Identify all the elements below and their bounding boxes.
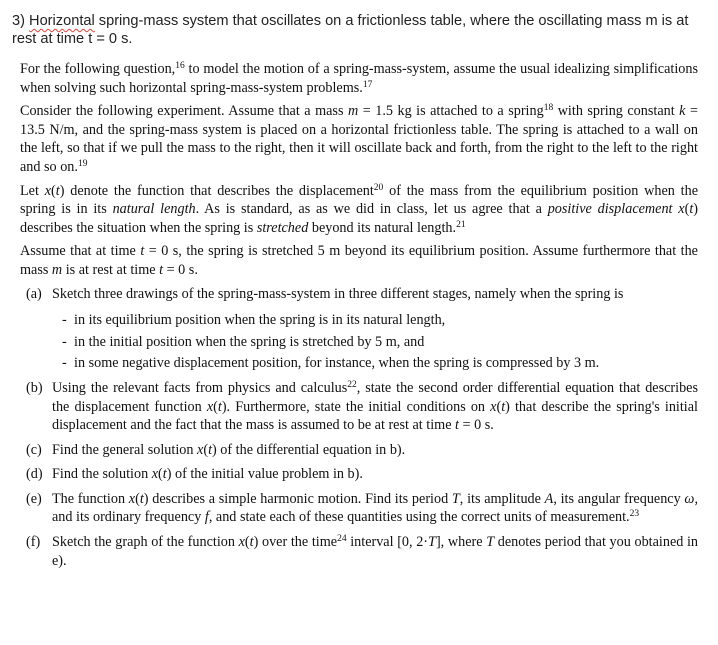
math-symbol: ω <box>684 490 695 507</box>
text-run: denotes period that you obtained in e). <box>52 534 699 569</box>
math-symbol: m <box>51 261 63 278</box>
question-header <box>12 12 708 48</box>
item-label: (b) <box>26 379 43 396</box>
math-symbol: A <box>544 490 554 507</box>
text-run: The function <box>52 490 129 507</box>
question-item-a <box>20 285 698 373</box>
math-symbol: T <box>486 534 495 551</box>
item-text <box>52 466 363 482</box>
text-run: ( <box>496 398 502 415</box>
text-run: ], where <box>435 534 487 551</box>
math-symbol: x <box>238 534 245 551</box>
stage-list <box>52 311 698 373</box>
footnote-ref: 24 <box>337 534 347 545</box>
text-run: Sketch the graph of the function <box>52 534 239 551</box>
dash-bullet: - <box>62 355 67 372</box>
text-run: = 1.5 kg is attached to a spring <box>358 103 544 120</box>
item-text <box>52 380 698 433</box>
question-item-f <box>20 533 698 570</box>
text-run: of the mass from the equilibrium position when the spring is in its <box>20 182 699 218</box>
question-item-e <box>20 490 698 527</box>
text-run: ( <box>213 398 218 415</box>
question-number: 3) <box>12 13 30 29</box>
text-run: ) describes the situation when the spring is <box>20 201 698 236</box>
math-symbol: stretched <box>256 219 309 236</box>
text-run: ( <box>203 441 209 458</box>
math-symbol: f <box>204 509 209 526</box>
text-run: interval [0, 2· <box>346 534 429 551</box>
item-label: (c) <box>26 441 42 458</box>
question-list <box>20 285 698 571</box>
footnote-ref: 19 <box>77 158 88 169</box>
math-symbol: x <box>128 490 136 507</box>
text-run: Find the solution <box>52 466 152 483</box>
math-symbol: t <box>455 417 459 434</box>
footnote-ref: 21 <box>456 219 466 230</box>
math-symbol: t <box>217 398 222 415</box>
math-symbol: x <box>490 398 497 415</box>
text-run: to model the motion of a spring-mass-system, assume the usual idealizing simplifications when solving such horizontal spring-mass-system problems. <box>20 61 698 96</box>
text-run: Consider the following experiment. Assume that a mass <box>20 103 348 120</box>
intro-paragraph <box>20 60 698 97</box>
text-run: ). Furthermore, state the initial conditions on <box>221 398 491 415</box>
item-text <box>52 534 698 569</box>
text-run: = 0 s. <box>163 261 198 278</box>
text-run: ) of the differential equation in b). <box>212 441 406 458</box>
text-run: ) of the initial value problem in b). <box>166 466 363 483</box>
text-run: is at rest at time <box>62 261 160 278</box>
text-run: ( <box>51 182 56 199</box>
footnote-ref: 18 <box>543 103 554 114</box>
item-label: (e) <box>26 490 42 507</box>
text-run: with spring constant <box>553 103 680 120</box>
math-symbol: t <box>249 534 254 551</box>
text-run: Using the relevant facts from physics and calculus <box>52 379 348 396</box>
displacement-paragraph <box>20 182 698 238</box>
footnote-ref: 22 <box>347 379 357 390</box>
stage-item-equilibrium <box>52 311 698 330</box>
text-run: ( <box>135 490 140 507</box>
item-text <box>52 286 623 302</box>
math-symbol: m <box>347 103 359 120</box>
text-run: = 13.5 N/m, and the spring-mass system is placed on a horizontal frictionless table. The spring is attached to a wall on the left, so that if we pull the mass to the right, then it will oscillate back and forth, from the right to the left to the right and so on. <box>20 103 698 175</box>
spellcheck-flagged-word: Horizontal <box>29 13 95 29</box>
stage-text: in the initial position when the spring is stretched by 5 m, and <box>74 333 425 350</box>
text-run: For the following question, <box>20 61 176 77</box>
text-run: ) describes a simple harmonic motion. Find its period <box>143 490 452 507</box>
math-symbol: t <box>208 441 213 458</box>
text-run: , and state each of these quantities using the correct units of measurement. <box>208 509 630 526</box>
footnote-ref: 23 <box>629 509 640 520</box>
text-run: Find the general solution <box>52 441 198 458</box>
footnote-ref: 20 <box>373 182 384 193</box>
math-symbol: t <box>689 201 694 218</box>
text-run: , state the second order differential equation that describes the displacement function <box>52 379 698 415</box>
math-symbol: t <box>140 243 145 260</box>
math-symbol: x <box>197 441 204 458</box>
text-run: = 0 s, the spring is stretched 5 m beyond its equilibrium position. Assume furthermore that the mass <box>20 243 698 278</box>
text-run: ) over the time <box>253 534 338 551</box>
math-symbol: t <box>501 398 506 415</box>
text-run: , its angular frequency <box>553 490 685 507</box>
math-symbol: k <box>679 103 686 120</box>
question-header-text: spring-mass system that oscillates on a frictionless table, where the oscillating mass m is at rest at time t = 0 s. <box>12 13 689 47</box>
problem-body <box>20 60 698 576</box>
dash-bullet: - <box>62 333 67 350</box>
text-run: , and its ordinary frequency <box>52 490 698 526</box>
math-symbol: T <box>428 534 436 551</box>
text-run: = 0 s. <box>459 417 494 434</box>
item-label: (f) <box>26 534 41 551</box>
math-symbol: positive displacement x <box>547 201 685 218</box>
initial-conditions-paragraph <box>20 242 698 279</box>
text-run: ) that describe the spring's initial displacement and the fact that the mass is assumed to be at rest at time <box>52 398 698 434</box>
footnote-ref: 17 <box>362 79 373 90</box>
stage-item-compressed <box>52 354 698 373</box>
text-run: Sketch three drawings of the spring-mass-system in three different stages, namely when the spring is <box>52 285 624 302</box>
question-item-d <box>20 465 698 484</box>
stage-text: in some negative displacement position, for instance, when the spring is compressed by 3 m. <box>74 355 600 372</box>
question-item-b <box>20 379 698 435</box>
text-run: , its amplitude <box>459 490 545 507</box>
math-symbol: T <box>451 490 460 507</box>
item-label: (a) <box>26 285 42 302</box>
math-symbol: natural length <box>112 201 196 218</box>
text-run: ) denote the function that describes the displacement <box>59 182 374 199</box>
math-symbol: x <box>44 182 52 199</box>
text-run: ( <box>244 534 250 551</box>
text-run: . As is standard, as as we did in class, let us agree that a <box>195 201 548 218</box>
math-symbol: x <box>151 466 159 483</box>
item-label: (d) <box>26 466 43 483</box>
stage-item-stretched <box>52 333 698 352</box>
dash-bullet: - <box>62 312 67 329</box>
text-run: ( <box>158 466 163 483</box>
text-run: ( <box>684 201 690 218</box>
item-text <box>52 442 405 458</box>
math-symbol: x <box>206 398 214 415</box>
item-text <box>52 491 698 526</box>
question-item-c <box>20 441 698 460</box>
math-symbol: t <box>139 490 144 507</box>
stage-text: in its equilibrium position when the spring is in its natural length, <box>74 312 446 329</box>
experiment-paragraph <box>20 102 698 176</box>
math-symbol: t <box>159 261 164 278</box>
text-run: Assume that at time <box>20 243 141 260</box>
math-symbol: t <box>162 466 167 483</box>
footnote-ref: 16 <box>175 61 185 71</box>
text-run: Let <box>20 182 45 199</box>
math-symbol: t <box>55 182 60 199</box>
text-run: beyond its natural length. <box>308 219 457 236</box>
